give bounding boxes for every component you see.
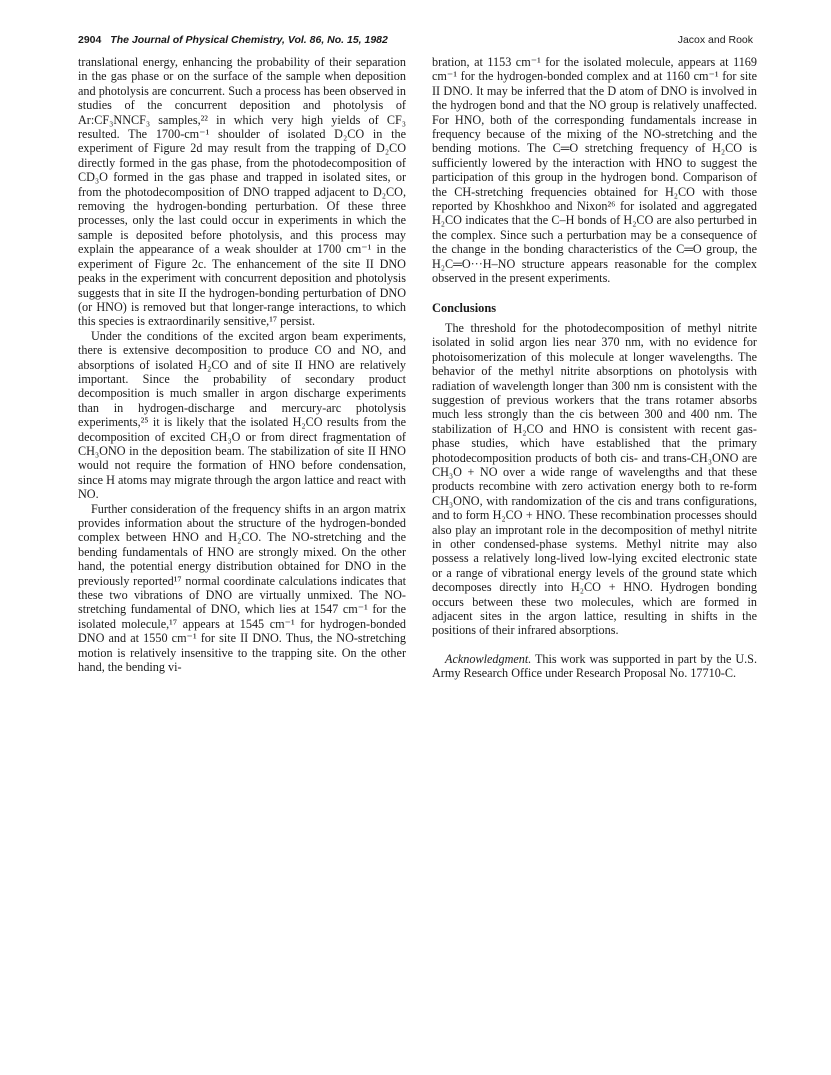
body-paragraph: translational energy, enhancing the probability of their separation in the gas phase or on the surface of the sample when deposition and photolysis are concurrent. Such a process has been observed in studies of the concurrent deposition and photolysis of Ar:CF₃NNCF₃ samples,²² in which very high yields of CF₃ resulted. The 1700-cm⁻¹ shoulder of isolated D₂CO in the experiment of Figure 2d may result from the trapping of D₂CO directly formed in the gas phase, from the photodecomposition of CD₃O formed in the gas phase and trapped in isolated sites, or from the photodecomposition of DNO trapped adjacent to D₂CO, removing the hydrogen-bonding perturbation. Of these three processes, only the last could occur in experiments in which the sample is deposited before photolysis, and this process may explain the appearance of a weak shoulder at 1700 cm⁻¹ in the experiment of Figure 2c. The enhancement of the site II DNO peaks in the experiment with concurrent deposition and photolysis suggests that in site II the hydrogen-bonding perturbation of DNO (or HNO) is removed but that longer-range interactions, to which this species is extraordinarily sensitive,¹⁷ persist. xyxy=(78,55,406,329)
acknowledgment xyxy=(432,652,757,681)
section-heading: Conclusions xyxy=(432,300,497,315)
header-left xyxy=(78,34,388,46)
journal-citation: The Journal of Physical Chemistry, Vol. 86, No. 15, 1982 xyxy=(110,34,388,46)
header-authors: Jacox and Rook xyxy=(677,34,753,46)
acknowledgment-label: Acknowledgment. xyxy=(445,651,532,666)
page-number: 2904 xyxy=(78,34,102,46)
body-paragraph: Under the conditions of the excited argon beam experiments, there is extensive decomposition to produce CO and NO, and absorptions of isolated H₂CO and of site II HNO are relatively important. Since the probability of secondary product decomposition is much smaller in argon discharge experiments than in hydrogen-discharge and mercury-arc photolysis experiments,²⁵ it is likely that the isolated H₂CO results from the decomposition of excited CH₃O or from direct fragmentation of CH₃ONO in the deposition beam. The stabilization of site II HNO would not require the formation of HNO before condensation, since H atoms may migrate through the argon lattice and react with NO. xyxy=(78,328,406,502)
body-paragraph: Further consideration of the frequency shifts in an argon matrix provides information about the structure of the hydrogen-bonded complex between HNO and H₂CO. The NO-stretching and the bending fundamentals of HNO are strongly mixed. On the other hand, the potential energy distribution obtained for DNO in the previously reported¹⁷ normal coordinate calculations indicates that these two vibrations of DNO are virtually unmixed. The NO-stretching fundamental of DNO, which lies at 1547 cm⁻¹ for the isolated molecule,¹⁷ appears at 1545 cm⁻¹ for hydrogen-bonded DNO and at 1550 cm⁻¹ for site II DNO. Thus, the NO-stretching motion is relatively insensitive to the trapping site. On the other hand, the bending vi- xyxy=(78,501,406,675)
right-column xyxy=(432,55,757,681)
left-column xyxy=(78,55,406,674)
body-paragraph: bration, at 1153 cm⁻¹ for the isolated molecule, appears at 1169 cm⁻¹ for the hydrogen-bonded complex and at 1160 cm⁻¹ for site II DNO. It may be inferred that the D atom of DNO is involved in the hydrogen bond and that the NO group is relatively unaffected. For HNO, both of the corresponding fundamentals increase in frequency because of the mixing of the NO-stretching and the bending motions. The C═O stretching frequency of H₂CO is sufficiently lowered by the interaction with HNO to suggest the participation of this group in the hydrogen bond. Comparison of the CH-stretching frequencies obtained for H₂CO with those reported by Khoshkhoo and Nixon²⁶ for isolated and aggregated H₂CO indicates that the C–H bonds of H₂CO are also perturbed in the complex. Since such a perturbation may be a consequence of the change in the bonding characteristics of the C═O group, the H₂C═O···H–NO structure appears reasonable for the complex observed in the present experiments. xyxy=(432,55,757,286)
running-header xyxy=(78,34,753,54)
acknowledgment-text: This work was supported in part by the U.S. Army Research Office under Research Proposal No. 17710-C. xyxy=(432,651,757,681)
conclusions-paragraph: The threshold for the photodecomposition of methyl nitrite isolated in solid argon lies near 370 nm, with no evidence for photoisomerization of this molecule at longer wavelengths. The behavior of the methyl nitrite absorptions on photolysis with radiation of wavelength longer than 300 nm is consistent with the suggestion of previous workers that the trans rotamer absorbs much less strongly than the cis between 300 and 400 nm. The stabilization of H₂CO and HNO is consistent with recent gas-phase studies, which have established that the primary photodecomposition products of both cis- and trans-CH₃ONO are CH₃O + NO over a wide range of wavelengths and that these products recombine with zero activation energy both to re-form CH₃ONO, with randomization of the cis and trans configurations, and to form H₂CO + HNO. These recombination processes should also play an improtant role in the decomposition of methyl nitrite in other condensed-phase systems. Methyl nitrite may also possess a relatively long-lived low-lying excited electronic state or a range of vibrational energy levels of the ground state which decomposes directly into H₂CO + HNO. Hydrogen bonding occurs between these two molecules, which are formed in adjacent sites in the argon lattice, resulting in shifts in the positions of their infrared absorptions. xyxy=(432,320,757,638)
